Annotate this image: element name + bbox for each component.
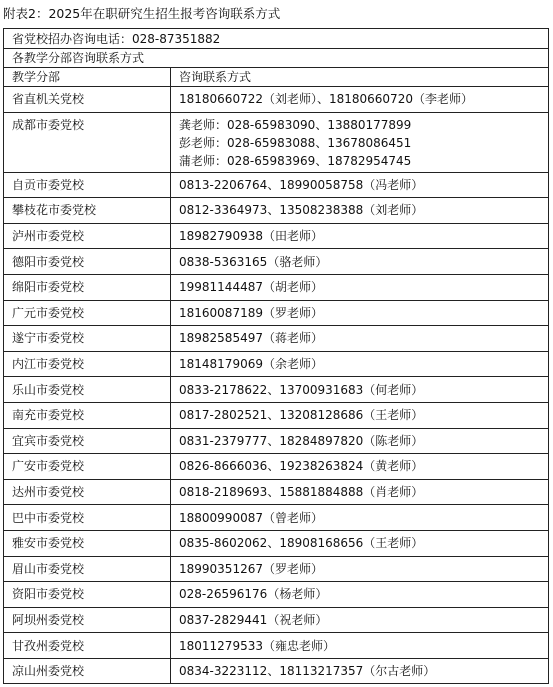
column-header-row [4,68,549,87]
dept-heading: 各教学分部咨询联系方式 [4,49,549,68]
contact-line: 0833-2178622、13700931683（何老师） [179,382,424,397]
dept-name-cell: 广元市委党校 [4,300,171,326]
table-row [4,658,549,684]
table-row [4,249,549,275]
contact-line: 19981144487（胡老师） [179,280,323,295]
dept-name-cell: 德阳市委党校 [4,249,171,275]
contact-cell [171,428,549,454]
dept-name-cell: 泸州市委党校 [4,223,171,249]
table-row [4,274,549,300]
contact-cell [171,582,549,608]
dept-name-cell: 攀枝花市委党校 [4,198,171,224]
contact-line: 彭老师：028-65983088、13678086451 [179,135,412,150]
contact-table-body [4,29,549,684]
table-row [4,505,549,531]
dept-name-cell: 成都市委党校 [4,112,171,172]
contact-line: 18011279533（雍忠老师） [179,638,335,653]
dept-name-cell: 甘孜州委党校 [4,633,171,659]
table-row [4,87,549,113]
dept-name-cell: 达州市委党校 [4,479,171,505]
contact-line: 18982585497（蒋老师） [179,331,323,346]
table-row [4,530,549,556]
contact-cell [171,326,549,352]
contact-cell [171,274,549,300]
contact-line: 18982790938（田老师） [179,229,323,244]
table-row [4,582,549,608]
table-row [4,607,549,633]
contact-line: 0818-2189693、15881884888（肖老师） [179,485,424,500]
contact-line: 0831-2379777、18284897820（陈老师） [179,433,424,448]
contact-cell [171,505,549,531]
contact-cell [171,633,549,659]
dept-name-cell: 乐山市委党校 [4,377,171,403]
table-row [4,428,549,454]
table-row [4,454,549,480]
dept-name-cell: 凉山州委党校 [4,658,171,684]
contact-line: 0838-5363165（骆老师） [179,254,328,269]
contact-line: 028-26596176（杨老师） [179,587,328,602]
contact-cell [171,249,549,275]
contact-line: 0837-2829441（祝老师） [179,612,328,627]
table-row [4,198,549,224]
dept-heading-row [4,49,549,68]
table-row [4,633,549,659]
contact-line: 龚老师：028-65983090、13880177899 [179,117,412,132]
contact-line: 18990351267（罗老师） [179,561,323,576]
contact-cell [171,658,549,684]
contact-line: 0826-8666036、19238263824（黄老师） [179,459,424,474]
contact-cell [171,198,549,224]
contact-cell [171,223,549,249]
dept-name-cell: 广安市委党校 [4,454,171,480]
dept-name-cell: 自贡市委党校 [4,172,171,198]
contact-cell [171,172,549,198]
contact-cell [171,607,549,633]
dept-name-cell: 遂宁市委党校 [4,326,171,352]
contact-cell [171,402,549,428]
party-school-phone-row [4,29,549,49]
column-header-contact: 咨询联系方式 [171,68,549,87]
contact-cell [171,87,549,113]
contact-line: 0817-2802521、13208128686（王老师） [179,408,424,423]
contact-line: 0812-3364973、13508238388（刘老师） [179,203,424,218]
table-row [4,172,549,198]
contact-line: 0813-2206764、18990058758（冯老师） [179,177,424,192]
contact-line: 18160087189（罗老师） [179,305,323,320]
contact-cell [171,351,549,377]
dept-name-cell: 眉山市委党校 [4,556,171,582]
contact-cell [171,556,549,582]
contact-cell [171,530,549,556]
contact-cell [171,479,549,505]
contact-line: 蒲老师：028-65983969、18782954745 [179,153,412,168]
table-row [4,300,549,326]
contact-line: 0835-8602062、18908168656（王老师） [179,536,424,551]
dept-name-cell: 省直机关党校 [4,87,171,113]
column-header-dept: 教学分部 [4,68,171,87]
table-row [4,223,549,249]
dept-name-cell: 绵阳市委党校 [4,274,171,300]
contact-cell [171,112,549,172]
party-school-phone: 省党校招办咨询电话：028-87351882 [4,29,549,49]
dept-name-cell: 宜宾市委党校 [4,428,171,454]
table-row [4,377,549,403]
contact-cell [171,454,549,480]
dept-name-cell: 南充市委党校 [4,402,171,428]
table-row [4,556,549,582]
page-title: 附表2：2025年在职研究生招生报考咨询联系方式 [3,6,281,21]
table-row [4,479,549,505]
table-row [4,402,549,428]
dept-name-cell: 巴中市委党校 [4,505,171,531]
contact-cell [171,377,549,403]
contact-cell [171,300,549,326]
dept-name-cell: 资阳市委党校 [4,582,171,608]
contact-table [3,28,549,684]
contact-line: 18180660722（刘老师）、18180660720（李老师） [179,92,473,107]
contact-line: 18800990087（曾老师） [179,510,323,525]
dept-name-cell: 雅安市委党校 [4,530,171,556]
table-row [4,326,549,352]
dept-name-cell: 阿坝州委党校 [4,607,171,633]
contact-line: 0834-3223112、18113217357（尔古老师） [179,664,436,679]
table-row [4,112,549,172]
table-row [4,351,549,377]
contact-line: 18148179069（余老师） [179,357,323,372]
dept-name-cell: 内江市委党校 [4,351,171,377]
